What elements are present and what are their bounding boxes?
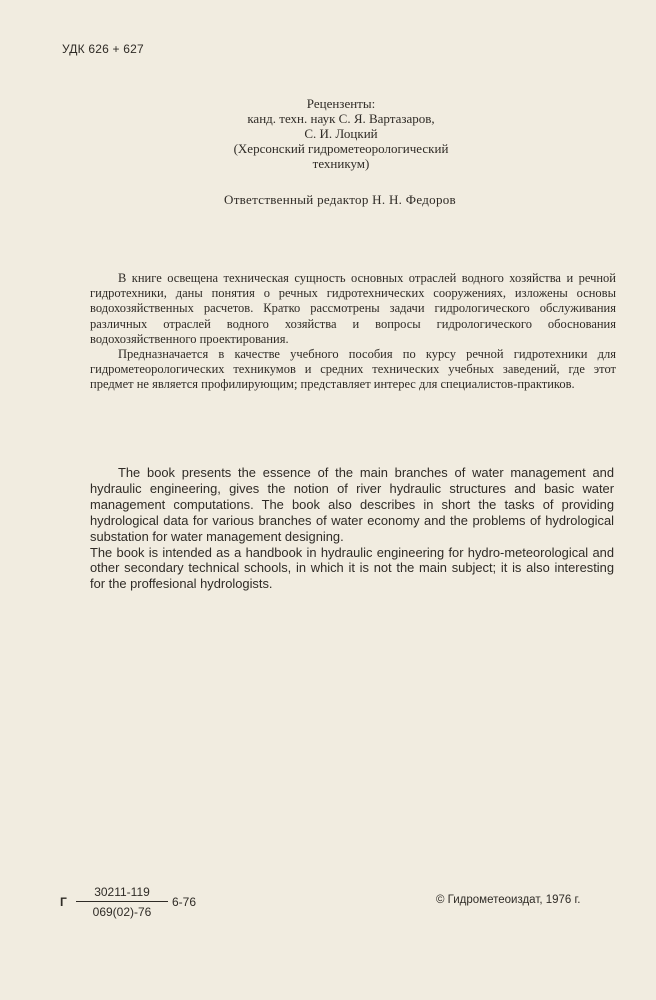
responsible-editor: Ответственный редактор Н. Н. Федоров (224, 192, 456, 207)
index-fraction (76, 884, 168, 920)
abstract-paragraph: The book is intended as a handbook in hydraulic engineering for hydro-meteorological and other secondary technical schools, in which it is not the main subject; it is also interesting for the proffesional hydrologists. (90, 544, 614, 592)
reviewer-line: С. И. Лоцкий (304, 126, 378, 141)
reviewer-affiliation: (Херсонский гидрометеорологический (233, 141, 449, 156)
abstract-russian (90, 271, 616, 393)
abstract-paragraph: The book presents the essence of the main branches of water management and hydraulic engineering, gives the notion of river hydraulic structures and basic water management computations. The book also describes in short the tasks of providing hydrological data for various branches of water economy and the problems of hydrological substation for water management designing. (90, 465, 614, 544)
index-code: 6-76 (172, 895, 197, 909)
index-letter: Г (60, 895, 67, 909)
abstract-paragraph: Предназначается в качестве учебного пособия по курсу речной гидротехники для гидрометеорологических техникумов и средних технических учебных заведений, где этот предмет не является профилирующим; представляет интерес для специалистов-практиков. (90, 347, 616, 392)
index-numerator: 30211-119 (94, 885, 150, 899)
index-denominator: 069(02)-76 (92, 905, 152, 919)
reviewer-line: канд. техн. наук С. Я. Вартазаров, (247, 111, 435, 126)
copyright-notice: © Гидрометеоиздат, 1976 г. (436, 894, 581, 906)
fraction-bar (76, 901, 168, 902)
abstract-english (90, 465, 614, 592)
reviewers-heading: Рецензенты: (306, 96, 376, 111)
udk-classification: УДК 626 + 627 (62, 42, 144, 56)
reviewer-affiliation: техникум) (312, 156, 370, 171)
abstract-paragraph: В книге освещена техническая сущность основных отраслей водного хозяйства и речной гидротехники, даны понятия о речных гидротехнических сооружениях, изложены основы водохозяйственных расчетов. Кратко рассмотрены задачи гидрологического обслуживания различных отраслей водного хозяйства и вопросы гидрологического обоснования водохозяйственного проектирования. (90, 271, 616, 346)
reviewers-block (196, 96, 486, 171)
